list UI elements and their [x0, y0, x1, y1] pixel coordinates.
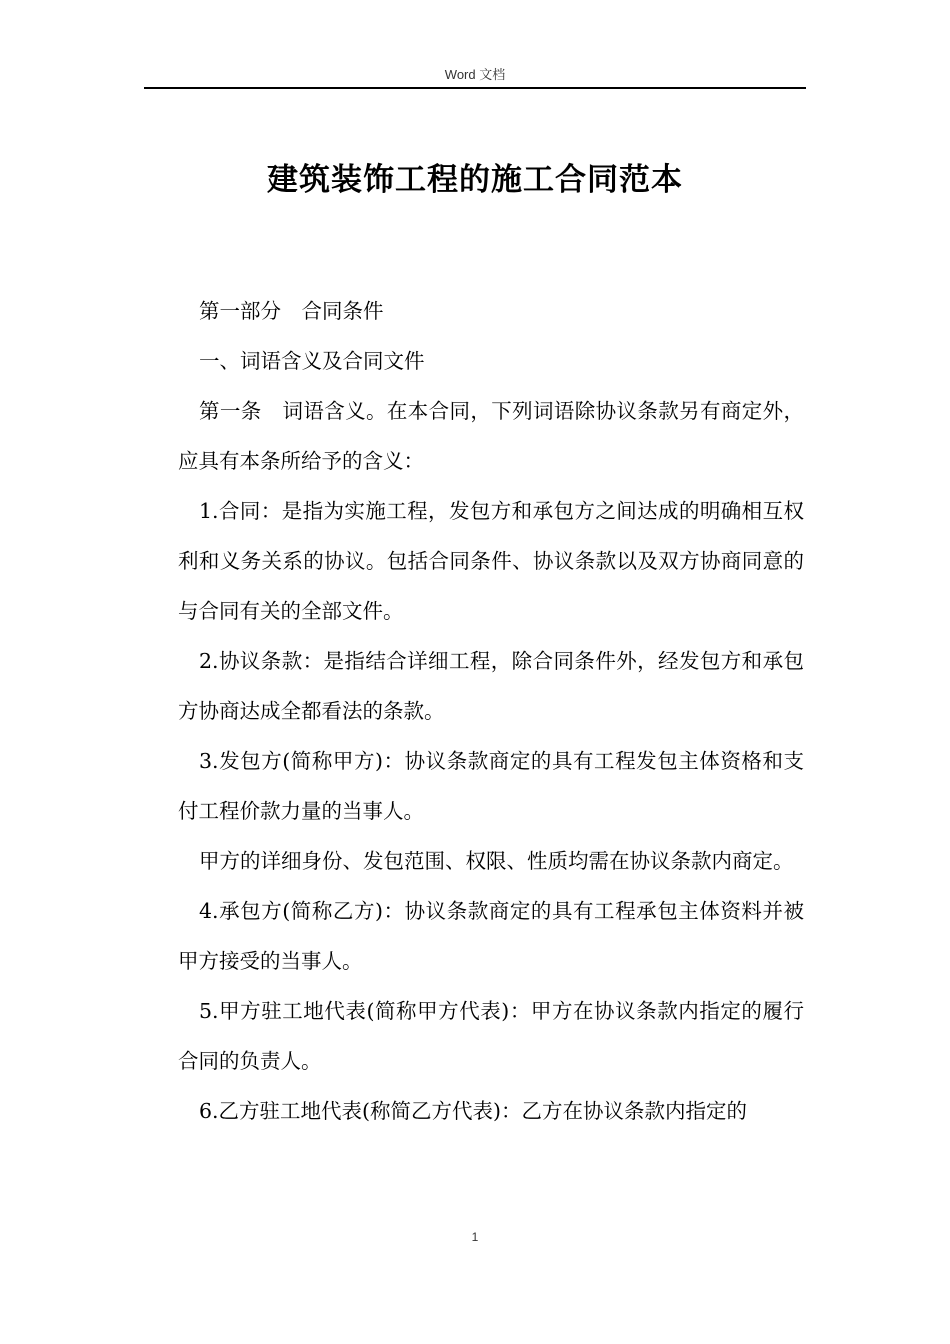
document-body [178, 286, 804, 1136]
paragraph-section-heading: 一、词语含义及合同文件 [199, 349, 425, 373]
paragraph-item-2: 2.协议条款：是指结合详细工程，除合同条件外，经发包方和承包方协商达成全都看法的条款。 [178, 649, 804, 723]
paragraph-item-3: 3.发包方(简称甲方)：协议条款商定的具有工程发包主体资格和支付工程价款力量的当事人。 [178, 749, 804, 823]
paragraph-item-5: 5.甲方驻工地代表(简称甲方代表)：甲方在协议条款内指定的履行合同的负责人。 [178, 999, 804, 1073]
paragraph-item-1: 1.合同：是指为实施工程，发包方和承包方之间达成的明确相互权利和义务关系的协议。包括合同条件、协议条款以及双方协商同意的与合同有关的全部文件。 [178, 499, 804, 623]
paragraph-part-heading: 第一部分 合同条件 [199, 299, 384, 323]
document-title: 建筑装饰工程的施工合同范本 [267, 162, 683, 198]
header-divider [144, 87, 806, 89]
paragraph-item-4: 4.承包方(简称乙方)：协议条款商定的具有工程承包主体资料并被甲方接受的当事人。 [178, 899, 804, 973]
paragraph-item-6: 6.乙方驻工地代表(称简乙方代表)：乙方在协议条款内指定的 [199, 1099, 748, 1123]
page-header-label: Word 文档 [444, 67, 506, 82]
paragraph-article-1: 第一条 词语含义。在本合同，下列词语除协议条款另有商定外，应具有本条所给予的含义： [178, 399, 804, 473]
paragraph-item-3-note: 甲方的详细身份、发包范围、权限、性质均需在协议条款内商定。 [199, 849, 794, 873]
page-number: 1 [471, 1230, 479, 1244]
